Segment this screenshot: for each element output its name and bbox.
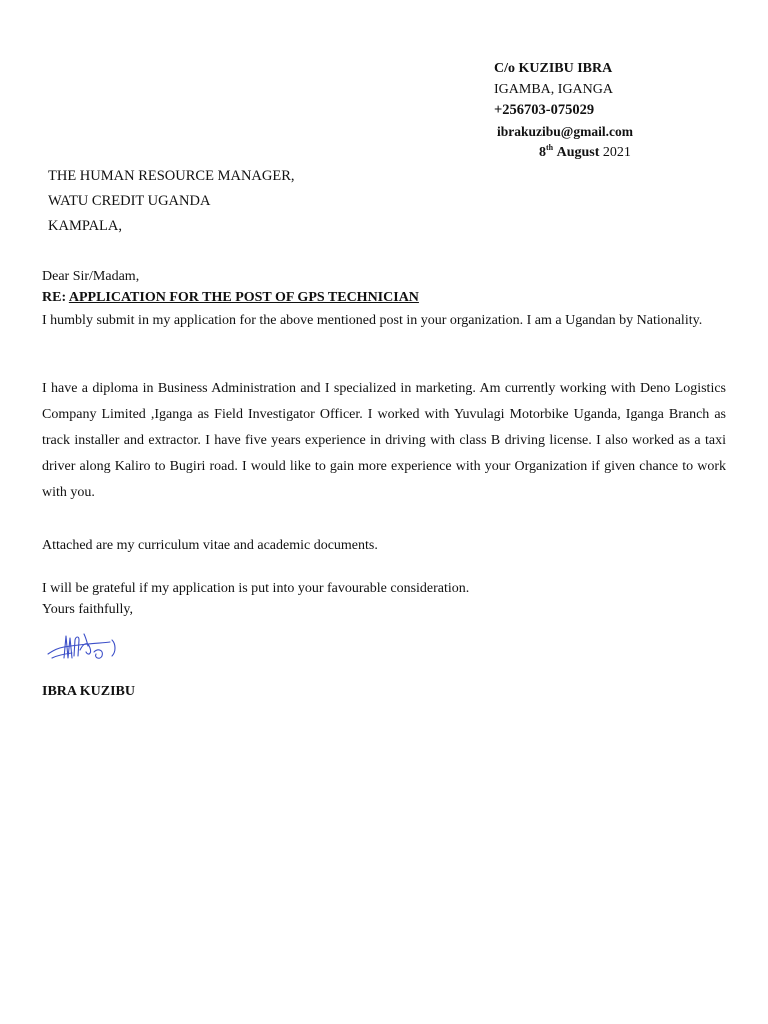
recipient-title: THE HUMAN RESOURCE MANAGER,	[48, 168, 295, 184]
paragraph-consideration: I will be grateful if my application is put into your favourable consideration.	[42, 581, 470, 596]
paragraph-intro: I humbly submit in my application for the above mentioned post in your organization. I am a Ugandan by Nationality.	[42, 313, 703, 328]
recipient-company: WATU CREDIT UGANDA	[48, 193, 211, 209]
signature-image	[44, 628, 124, 668]
recipient-address-block	[48, 164, 295, 239]
date-month: August	[556, 145, 600, 160]
date-suffix: th	[546, 143, 554, 152]
sender-phone: +256703-075029	[494, 102, 595, 118]
sender-address: IGAMBA, IGANGA	[494, 82, 613, 97]
subject-title: APPLICATION FOR THE POST OF GPS TECHNICIAN	[68, 290, 419, 305]
paragraph-attachments: Attached are my curriculum vitae and academic documents.	[42, 538, 378, 553]
letter-date	[494, 142, 633, 163]
date-year: 2021	[602, 145, 631, 160]
subject-line	[42, 287, 726, 308]
closing: Yours faithfully,	[42, 602, 134, 617]
recipient-city: KAMPALA,	[48, 218, 122, 234]
sender-care-of: C/o KUZIBU IBRA	[494, 61, 613, 76]
sender-email: ibrakuzibu@gmail.com	[497, 124, 633, 139]
sender-address-block	[494, 58, 633, 163]
paragraph-experience: I have a diploma in Business Administration and I specialized in marketing. Am currently working with Deno Logistics Company Limited ,Iganga as Field Investigator Officer. I worked with Yuvulagi Motorbike Uganda, Iganga Branch as track installer and extractor. I have five years experience in driving with class B driving license. I also worked as a taxi driver along Kaliro to Bugiri road. I would like to gain more experience with your Organization if given chance to work with you.	[42, 381, 726, 500]
salutation: Dear Sir/Madam,	[42, 269, 140, 284]
signer-name: IBRA KUZIBU	[42, 684, 135, 699]
subject-label: RE:	[42, 290, 67, 305]
date-day: 8	[539, 145, 546, 160]
